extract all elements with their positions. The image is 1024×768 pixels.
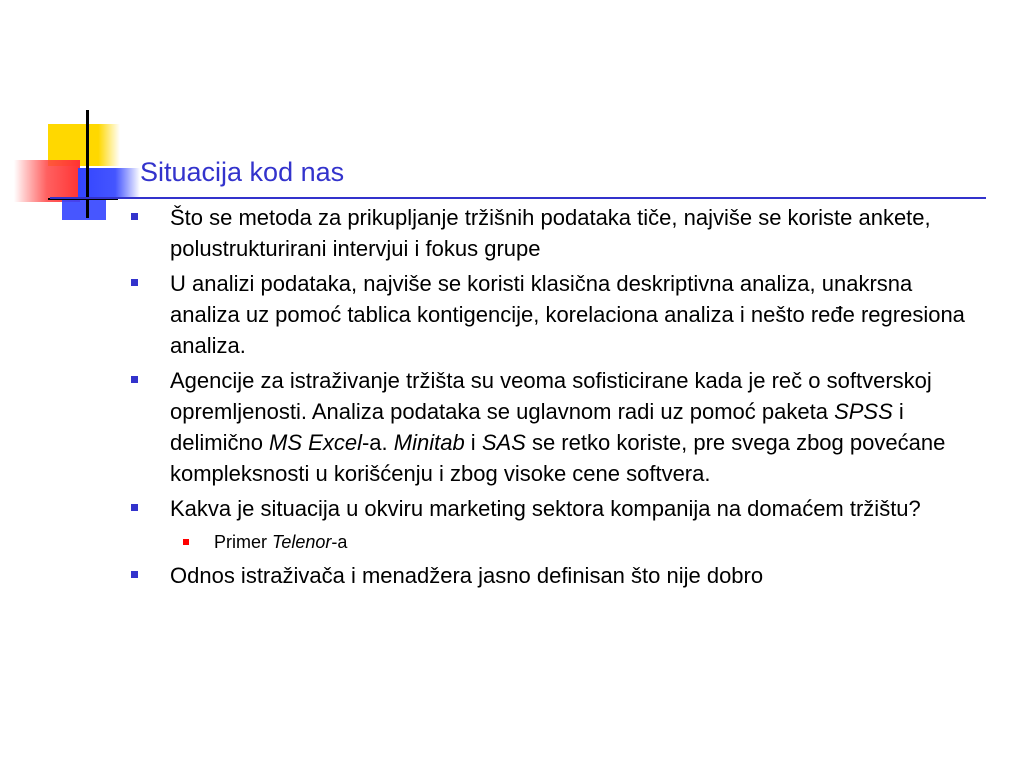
software-name: MS Excel [269, 430, 362, 455]
bullet-marker-icon [131, 376, 138, 383]
sub-bullet-text: Primer Telenor-a [214, 532, 348, 552]
software-name: SPSS [834, 399, 893, 424]
bullet-text: U analizi podataka, najviše se koristi klasična deskriptivna analiza, unakrsna analiza uz pomoć tablica kontigencije, korelaciona analiza i nešto ređe regresiona analiza. [170, 271, 965, 358]
bullet-marker-icon [131, 213, 138, 220]
bullet-item [126, 493, 966, 524]
sub-bullet-marker-icon [183, 539, 189, 545]
bullet-item [126, 560, 966, 591]
title-underline [50, 197, 986, 199]
bullet-text: Kakva je situacija u okviru marketing sektora kompanija na domaćem tržištu? [170, 496, 921, 521]
bullet-text: Odnos istraživača i menadžera jasno definisan što nije dobro [170, 563, 764, 588]
bullet-text: Što se metoda za prikupljanje tržišnih podataka tiče, najviše se koriste ankete, polustrukturirani intervjui i fokus grupe [170, 205, 931, 261]
bullet-item [126, 365, 966, 489]
bullet-marker-icon [131, 571, 138, 578]
company-name: Telenor [272, 532, 332, 552]
slide-title: Situacija kod nas [140, 157, 345, 187]
bullet-item [126, 268, 966, 361]
bullet-marker-icon [131, 279, 138, 286]
software-name: SAS [481, 430, 526, 455]
sub-bullet-item [126, 528, 966, 556]
bullet-list [126, 202, 966, 591]
bullet-marker-icon [131, 504, 138, 511]
bullet-text: Agencije za istraživanje tržišta su veoma sofisticirane kada je reč o softverskoj opremljenosti. Analiza podataka se uglavnom radi uz pomoć paketa SPSS i delimično MS Excel-a. Minitab i SAS se retko koriste, pre svega zbog povećane kompleksnosti u korišćenju i zbog visoke cene softvera. [170, 368, 946, 486]
bullet-item [126, 202, 966, 264]
software-name: Minitab [393, 430, 465, 455]
